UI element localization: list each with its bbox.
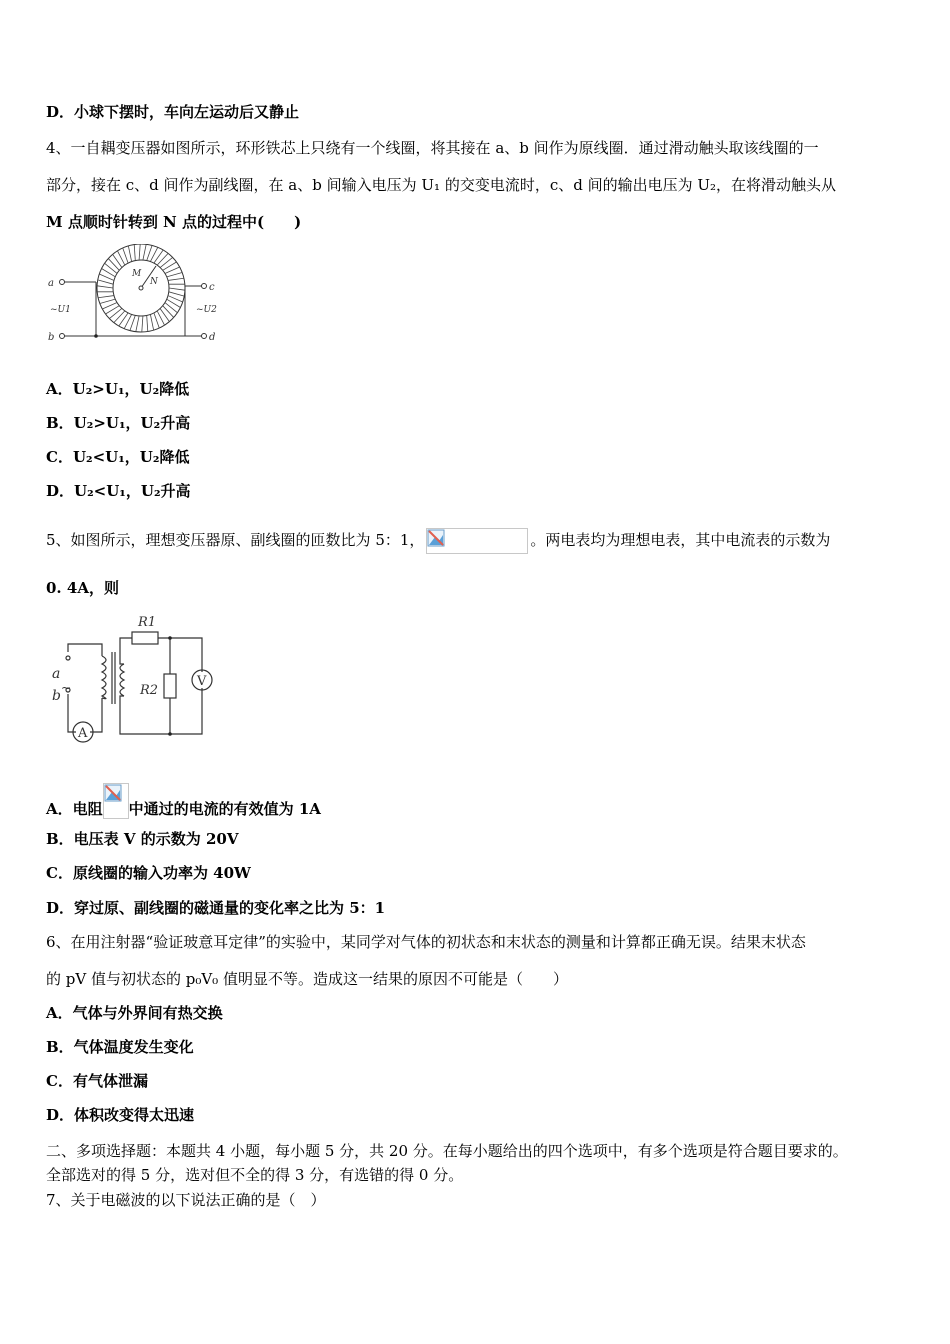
winding-turn bbox=[109, 308, 121, 318]
winding-turn bbox=[108, 259, 119, 271]
winding-turn bbox=[97, 286, 113, 288]
label-ammeter: A bbox=[78, 726, 88, 741]
resistor-r1 bbox=[132, 632, 158, 644]
q6-option-a: A．气体与外界间有热交换 bbox=[46, 1004, 223, 1022]
winding-turn bbox=[114, 311, 125, 323]
label-a: a bbox=[52, 666, 61, 682]
winding-turn bbox=[147, 245, 152, 260]
winding-turn bbox=[163, 306, 174, 318]
winding-turn bbox=[160, 257, 172, 267]
q6-option-b: B．气体温度发生变化 bbox=[46, 1038, 194, 1056]
winding-turn bbox=[98, 280, 113, 284]
winding-turn bbox=[128, 246, 131, 262]
winding-turn bbox=[157, 253, 168, 265]
secondary-coil bbox=[120, 664, 124, 696]
winding-turn bbox=[142, 316, 143, 332]
q5-option-a bbox=[46, 783, 321, 819]
q5-option-d: D．穿过原、副线圈的磁通量的变化率之比为 5：1 bbox=[46, 899, 386, 917]
q5-stem-line2: 0. 4A，则 bbox=[46, 579, 119, 597]
terminal-d bbox=[202, 334, 207, 339]
label-c: c bbox=[209, 282, 215, 293]
winding-turn bbox=[169, 288, 185, 290]
winding-turn bbox=[139, 244, 140, 260]
q4-stem-line1: 4、一自耦变压器如图所示，环形铁芯上只绕有一个线圈，将其接在 a、b 间作为原线圈．通过滑动触头取该线圈的一 bbox=[46, 139, 819, 157]
winding-turn bbox=[165, 303, 177, 313]
winding-turn bbox=[134, 245, 135, 261]
terminal-a bbox=[66, 656, 70, 660]
q5-stem-after: 。两电表均为理想电表，其中电流表的示数为 bbox=[530, 531, 831, 549]
terminal-c bbox=[202, 284, 207, 289]
q5-stem-line1 bbox=[46, 528, 830, 554]
q4-option-c: C．U₂<U₁，U₂降低 bbox=[46, 448, 190, 466]
q6-stem-line1: 6、在用注射器“验证玻意耳定律”的实验中，某同学对气体的初状态和末状态的测量和计算都正确无误。结果末状态 bbox=[46, 933, 806, 951]
section2-instructions-line1: 二、多项选择题：本题共 4 小题，每小题 5 分，共 20 分。在每小题给出的四个选项中，有多个选项是符合题目要求的。 bbox=[46, 1142, 848, 1160]
q5-option-c: C．原线圈的输入功率为 40W bbox=[46, 864, 251, 882]
q7-stem-line1: 7、关于电磁波的以下说法正确的是（ ） bbox=[46, 1191, 326, 1209]
broken-image-placeholder bbox=[426, 528, 528, 554]
secondary-bottom-wire bbox=[120, 688, 202, 734]
label-b: b bbox=[48, 332, 55, 343]
winding-turn bbox=[105, 263, 117, 273]
winding-turn bbox=[150, 314, 153, 330]
label-tilde: ~ bbox=[61, 681, 72, 695]
winding-turn bbox=[143, 244, 146, 260]
terminal-a bbox=[60, 280, 65, 285]
q5-stem-before: 5、如图所示，理想变压器原、副线圈的匝数比为 5：1， bbox=[46, 531, 425, 549]
q6-stem-line2: 的 pV 值与初状态的 p₀V₀ 值明显不等。造成这一结果的原因不可能是（ ） bbox=[46, 970, 568, 988]
q4-stem-line2: 部分，接在 c、d 间作为副线圈，在 a、b 间输入电压为 U₁ 的交变电流时，c、d 间的输出电压为 U₂，在将滑动触头从 bbox=[46, 176, 837, 194]
label-r2: R2 bbox=[140, 683, 159, 698]
label-a: a bbox=[48, 278, 54, 289]
q6-option-c: C．有气体泄漏 bbox=[46, 1072, 148, 1090]
winding-turn bbox=[169, 292, 184, 296]
q4-option-d: D．U₂<U₁，U₂升高 bbox=[46, 482, 191, 500]
winding-turn bbox=[136, 316, 139, 332]
broken-image-icon bbox=[104, 784, 122, 802]
q5-option-a-before: A．电阻 bbox=[46, 800, 103, 818]
q5-option-a-after: 中通过的电流的有效值为 1A bbox=[128, 800, 321, 818]
winding-turn bbox=[154, 313, 159, 328]
winding-turn bbox=[98, 296, 114, 298]
q4-stem-line3: M 点顺时针转到 N 点的过程中( ) bbox=[46, 213, 302, 231]
q5-option-b: B．电压表 V 的示数为 20V bbox=[46, 830, 239, 848]
secondary-top-wire bbox=[120, 638, 132, 664]
q4-option-b: B．U₂>U₁，U₂升高 bbox=[46, 414, 191, 432]
q4-option-a: A．U₂>U₁，U₂降低 bbox=[46, 380, 190, 398]
q3-option-d: D．小球下摆时，车向左运动后又静止 bbox=[46, 103, 300, 121]
winding-turn bbox=[147, 315, 148, 331]
autotransformer-figure bbox=[46, 244, 226, 344]
winding-turn bbox=[123, 248, 128, 263]
primary-top-wire bbox=[68, 644, 102, 656]
label-b: b bbox=[52, 688, 61, 704]
label-m: M bbox=[132, 269, 142, 279]
junction-dot bbox=[94, 334, 98, 338]
broken-image-placeholder-r1 bbox=[103, 783, 129, 819]
terminal-b bbox=[60, 334, 65, 339]
wire-r1-to-voltmeter bbox=[158, 638, 202, 672]
broken-image-icon bbox=[427, 529, 445, 547]
label-voltmeter: V bbox=[197, 674, 207, 689]
resistor-r2 bbox=[164, 674, 176, 698]
label-u1: ~U1 bbox=[50, 305, 71, 315]
label-u2: ~U2 bbox=[196, 305, 217, 315]
label-r1: R1 bbox=[138, 615, 157, 630]
label-d: d bbox=[209, 332, 216, 343]
winding-turn bbox=[168, 278, 184, 280]
winding-turn bbox=[167, 273, 183, 277]
winding-turn bbox=[100, 299, 116, 303]
section2-instructions-line2: 全部选对的得 5 分，选对但不全的得 3 分，有选错的得 0 分。 bbox=[46, 1166, 464, 1184]
primary-coil bbox=[102, 656, 106, 699]
transformer-circuit-figure bbox=[46, 608, 216, 748]
winding-turn bbox=[130, 315, 135, 330]
q6-option-d: D．体积改变得太迅速 bbox=[46, 1106, 195, 1124]
label-n: N bbox=[150, 277, 158, 287]
slider-pivot bbox=[139, 286, 143, 290]
